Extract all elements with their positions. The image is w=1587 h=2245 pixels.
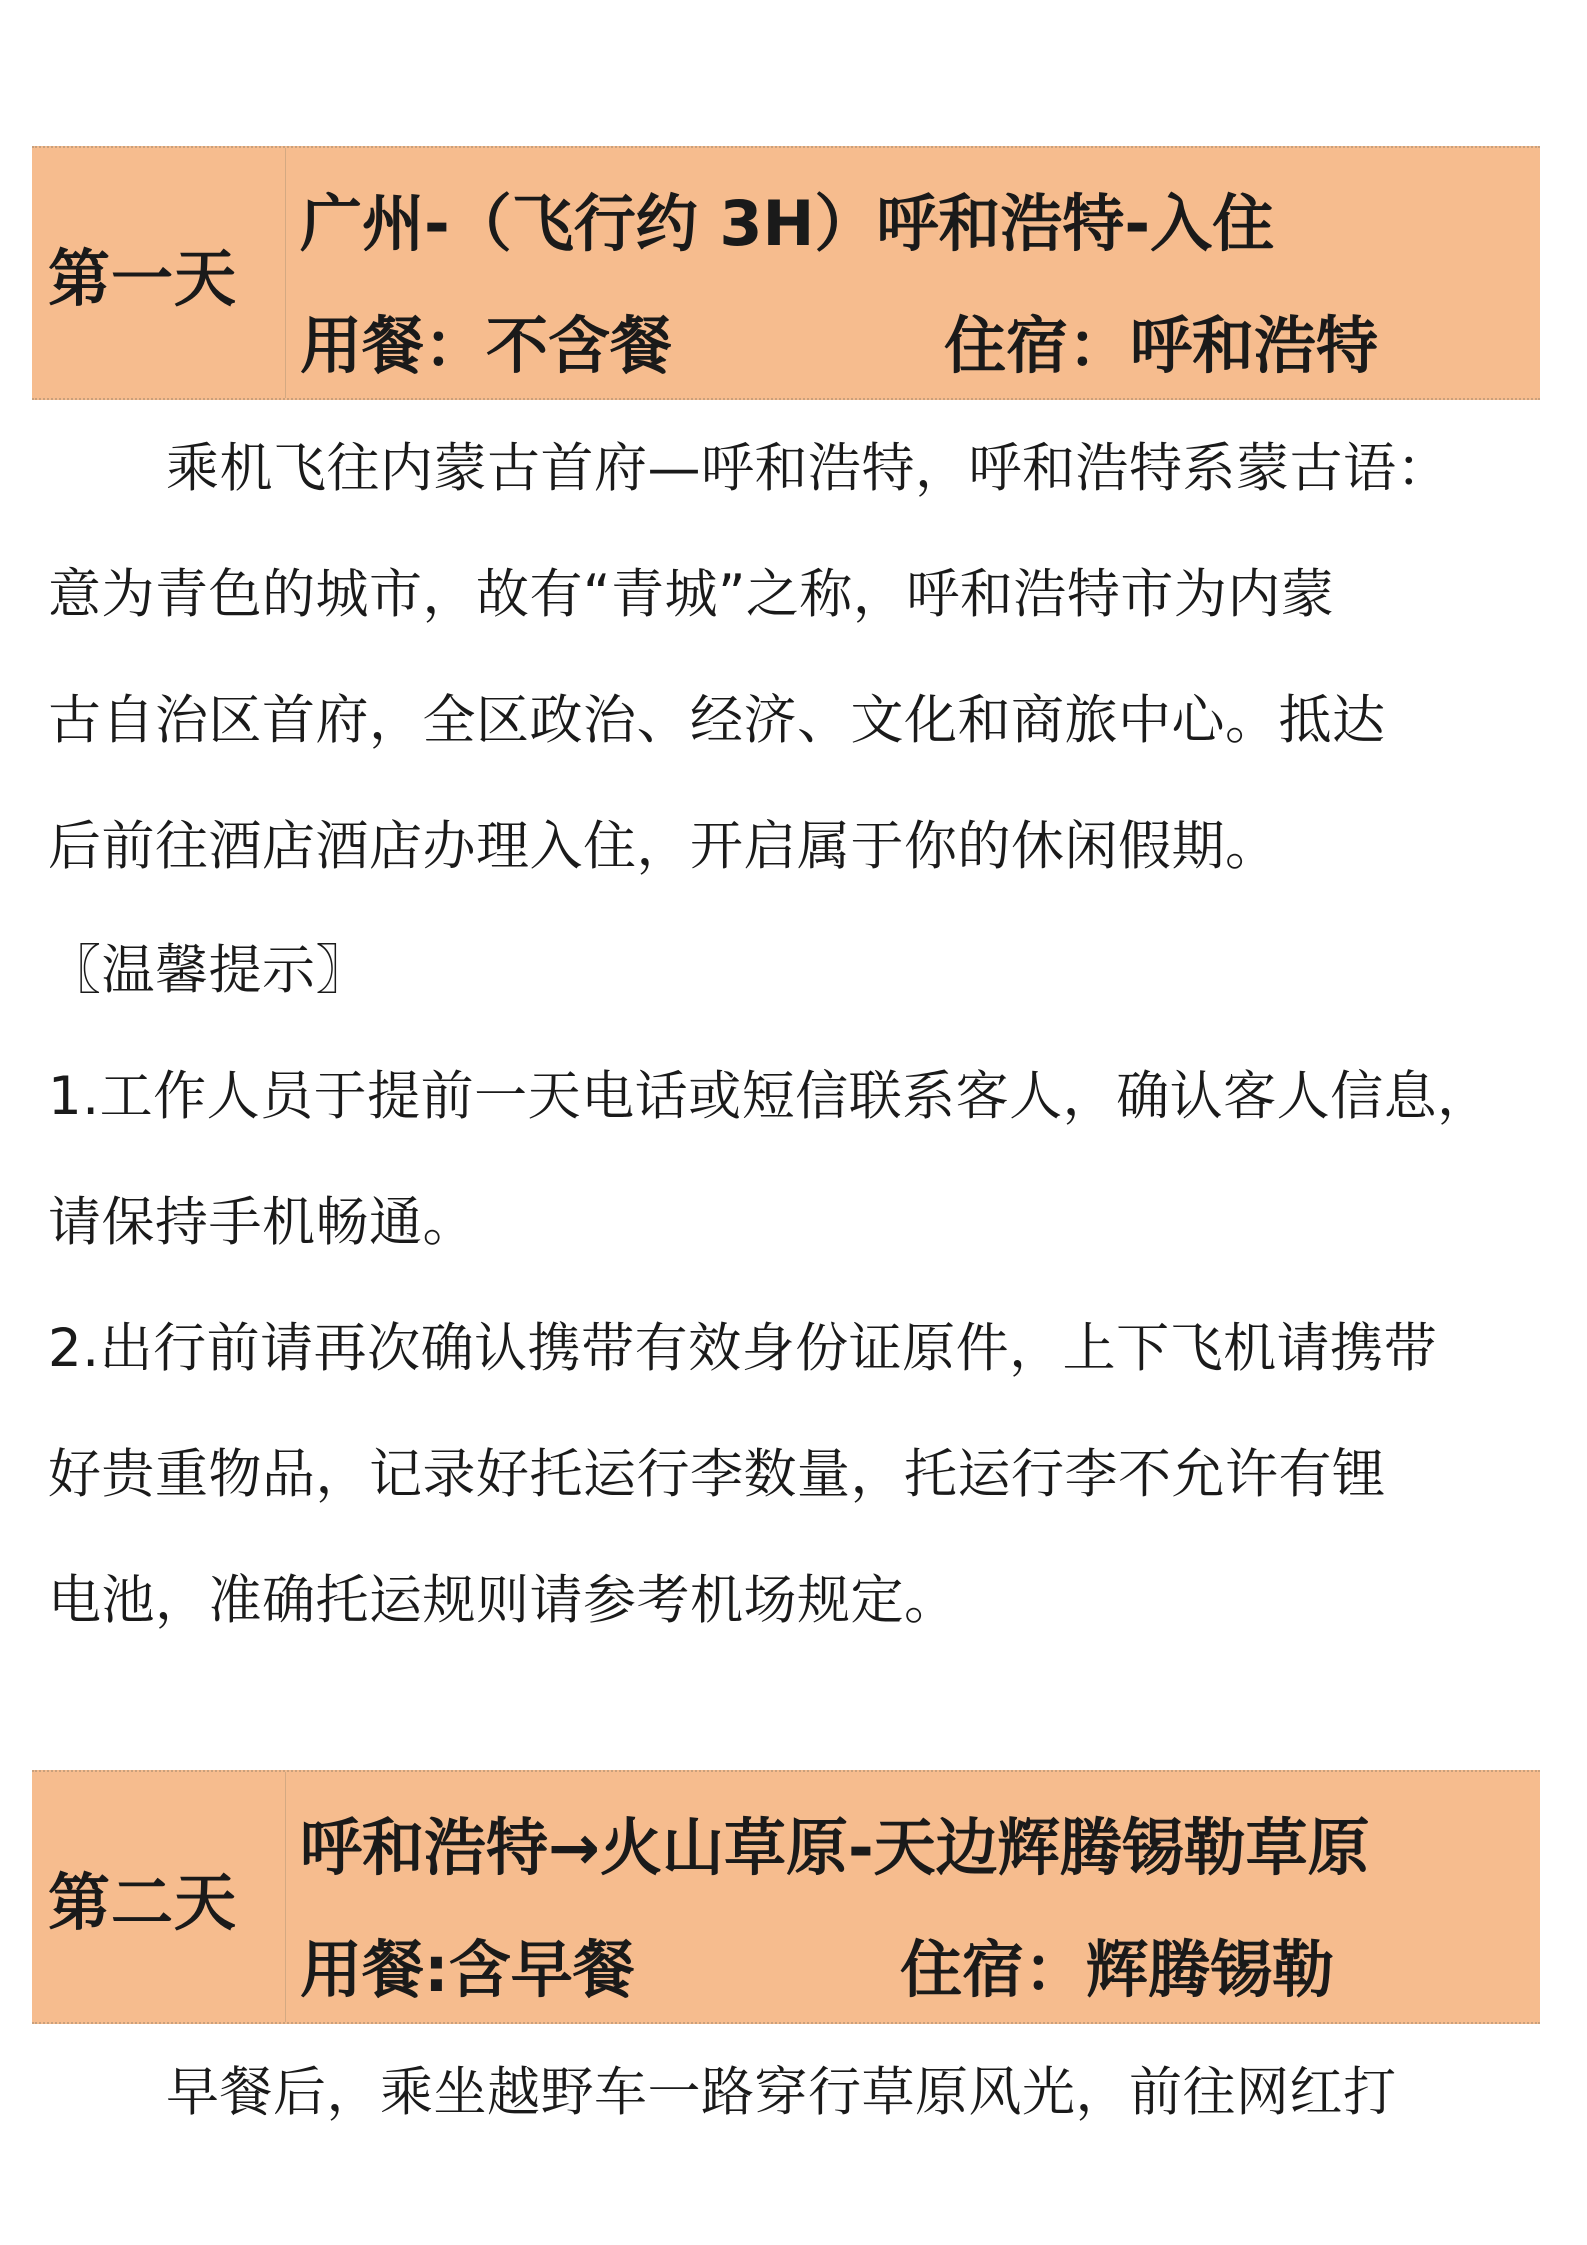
- day2-intro: [48, 2030, 1548, 2156]
- tips-title-block: [48, 908, 1548, 1034]
- day1-header: [32, 146, 1540, 400]
- day1-intro-line: 古自治区首府，全区政治、经济、文化和商旅中心。抵达: [48, 690, 1386, 751]
- day2-label-cell: [32, 1772, 286, 2022]
- day2-header: [32, 1770, 1540, 2024]
- day2-meal: 用餐:含早餐: [300, 1933, 635, 2006]
- tip1-line: 请保持手机畅通。: [48, 1192, 476, 1253]
- day2-route: 呼和浩特→火山草原-天边辉腾锡勒草原: [300, 1811, 1370, 1884]
- tip2-line: 好贵重物品，记录好托运行李数量，托运行李不允许有锂: [48, 1444, 1386, 1505]
- tip2-line: 2.出行前请再次确认携带有效身份证原件，上下飞机请携带: [48, 1318, 1438, 1379]
- day1-stay: 住宿：呼和浩特: [944, 309, 1379, 382]
- tip1: [48, 1034, 1548, 1286]
- day1-intro: [48, 406, 1548, 910]
- tip2-line: 电池，准确托运规则请参考机场规定。: [48, 1570, 958, 1631]
- tip2: [48, 1286, 1548, 1664]
- day2-label: 第二天: [48, 1865, 238, 1939]
- day2-stay: 住宿：辉腾锡勒: [900, 1933, 1335, 2006]
- tip1-line: 1.工作人员于提前一天电话或短信联系客人，确认客人信息，: [48, 1066, 1491, 1127]
- day1-intro-line: 后前往酒店酒店办理入住，开启属于你的休闲假期。: [48, 816, 1279, 877]
- day2-intro-line: 早餐后，乘坐越野车一路穿行草原风光，前往网红打: [166, 2062, 1397, 2123]
- day1-info: [286, 148, 1540, 398]
- day1-intro-line: 意为青色的城市，故有“青城”之称，呼和浩特市为内蒙: [48, 564, 1335, 625]
- tips-title: 〖温馨提示〗: [48, 940, 369, 1001]
- day1-label-cell: [32, 148, 286, 398]
- day1-meal: 用餐：不含餐: [300, 309, 673, 382]
- day1-label: 第一天: [48, 241, 238, 315]
- day2-info: [286, 1772, 1540, 2022]
- day1-route: 广州-（飞行约 3H）呼和浩特-入住: [300, 187, 1275, 260]
- day1-intro-line: 乘机飞往内蒙古首府—呼和浩特，呼和浩特系蒙古语：: [166, 438, 1450, 499]
